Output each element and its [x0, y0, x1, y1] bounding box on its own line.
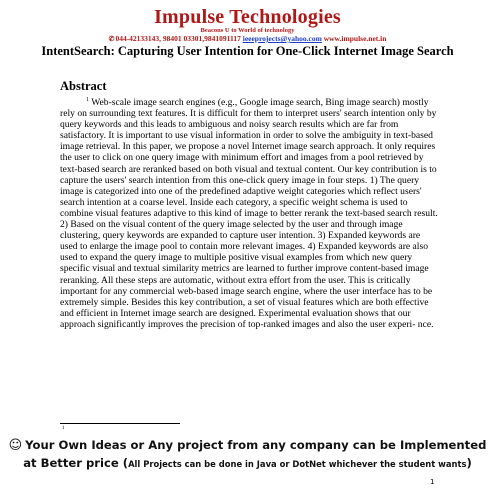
contact-website[interactable]: www.impulse.net.in [323, 34, 387, 43]
promo-text-2-end: ) [466, 456, 472, 470]
brand-name: Impulse Technologies [154, 6, 341, 28]
abstract-text: Web-scale image search engines (e.g., Google image search, Bing image search) mostly rely on surrounding text features. It is difficult for them to interpret users' search intention only by query keywords and this leads to ambiguous and noisy search results which are far from satisfactory. It is important to use visual information in order to solve the ambiguity in text-based image retrieval. In this paper, we propose a novel Internet image search approach. It only requires the user to click on one query image with minimum effort and images from a pool retrieved by text-based search are reranked based on both visual and textual content. Our key contribution is to capture the users' search intention from this one-click query image in four steps. 1) The query image is categorized into one of the predefined adaptive weight categories which reflect users' search intention at a coarse level. Inside each category, a specific weight schema is used to combine visual features adaptive to this kind of image to better rerank the text-based search result. 2) Based on the visual content of the query image selected by the user and through image clustering, query keywords are expanded to capture user intention. 3) Expanded keywords are used to enlarge the image pool to contain more relevant images. 4) Expanded keywords are also used to expand the query image to multiple positive visual examples from which new query specific visual and textual similarity metrics are learned to further improve content-based image reranking. All these steps are automatic, without extra effort from the user. This is critically important for any commercial web-based image search engine, where the user interface has to be extremely simple. Besides this key contribution, a set of visual features which are both effective and efficient in Internet image search are designed. Experimental evaluation shows that our approach significantly improves the precision of top-ranked images and also the user experi- nce. [60, 97, 438, 330]
phone-icon: ✆ [108, 35, 115, 43]
promo-text-2: at Better price ( [23, 456, 129, 470]
contact-email-link[interactable]: ieeeprojects@yahoo.com [242, 34, 322, 43]
footnote-reference: 1 [86, 97, 89, 103]
footnote-number: 1 [62, 426, 65, 431]
promo-banner [0, 436, 495, 473]
page-number: 1 [430, 478, 435, 486]
footnote-divider [60, 423, 180, 424]
promo-line-1 [0, 436, 495, 455]
contact-phones: 044-42133143, 98401 03301,9841091117 [115, 34, 241, 43]
contact-line [0, 34, 495, 44]
promo-text-1: Your Own Ideas or Any project from any company can be Implemented [25, 438, 487, 452]
abstract-heading: Abstract [60, 79, 107, 93]
promo-note: All Projects can be done in Java or DotNet whichever the student wants [128, 459, 467, 469]
brand-tagline: Beacons U to World of technology [200, 27, 295, 34]
paper-title: IntentSearch: Capturing User Intention for One-Click Internet Image Search [41, 44, 454, 58]
smiley-icon: ☺ [8, 438, 23, 453]
promo-line-2 [0, 455, 495, 473]
abstract-paragraph [60, 97, 440, 330]
